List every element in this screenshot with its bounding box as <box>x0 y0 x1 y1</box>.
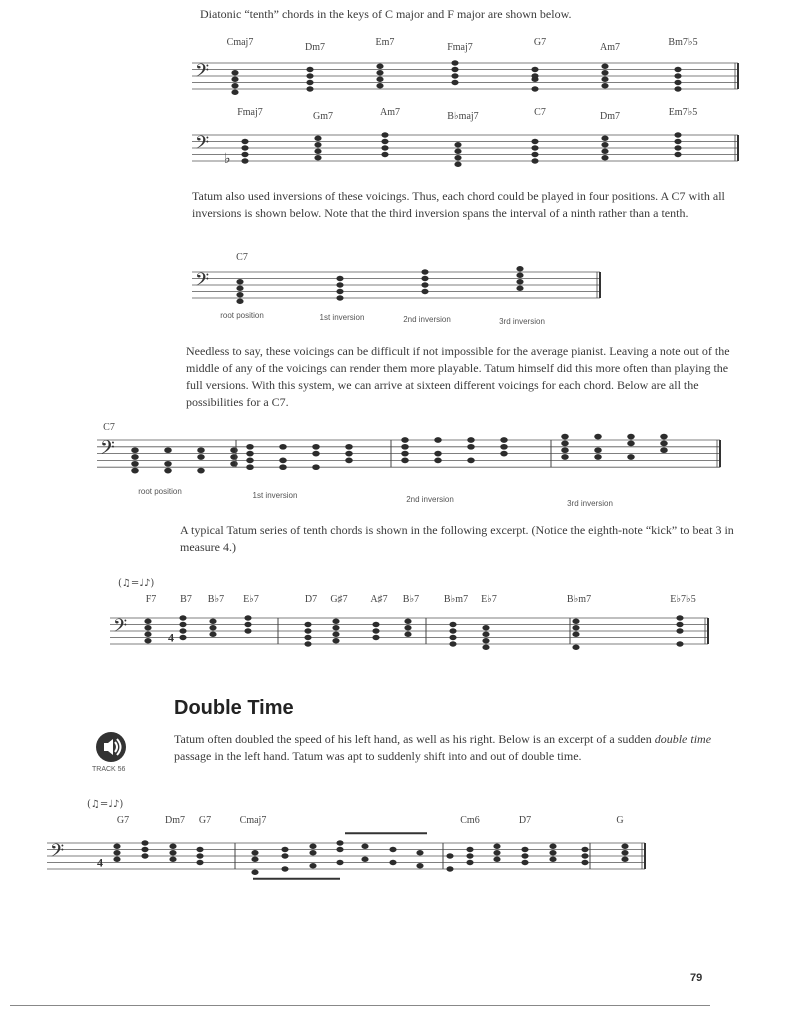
note-head <box>169 850 176 855</box>
note-head <box>674 132 681 137</box>
note-head <box>660 441 667 447</box>
note-head <box>236 299 243 304</box>
note-head <box>381 139 388 144</box>
note-head <box>144 619 151 624</box>
chord-symbol: E♭7 <box>481 594 497 605</box>
note-head <box>246 451 253 457</box>
chord-symbol: C7 <box>103 422 115 433</box>
note-head <box>281 853 288 858</box>
note-head <box>306 86 313 91</box>
note-head <box>376 70 383 75</box>
note-head <box>314 149 321 154</box>
note-head <box>336 295 343 300</box>
note-head <box>196 860 203 865</box>
note-head <box>332 625 339 630</box>
chord-symbol: Fmaj7 <box>237 107 263 118</box>
chord-symbol: Cmaj7 <box>239 815 267 826</box>
note-head <box>361 844 368 849</box>
staff-c7-sixteen <box>95 418 735 518</box>
note-head <box>231 90 238 95</box>
note-head <box>674 67 681 72</box>
note-head <box>304 622 311 627</box>
note-head <box>241 152 248 157</box>
note-head <box>241 139 248 144</box>
note-head <box>179 635 186 640</box>
note-head <box>500 444 507 450</box>
chord-symbol: B♭7 <box>402 594 420 605</box>
note-head <box>421 269 428 274</box>
bass-clef-icon: 𝄢 <box>195 59 210 86</box>
note-head <box>241 145 248 150</box>
note-head <box>312 451 319 457</box>
note-head <box>246 458 253 464</box>
note-head <box>594 434 601 440</box>
double-time-emphasis: double time <box>654 732 712 746</box>
note-head <box>312 444 319 450</box>
note-head <box>230 454 237 460</box>
note-head <box>113 850 120 855</box>
time-signature: 4 <box>168 630 174 645</box>
staff-c7-sixteen-svg <box>95 418 735 518</box>
chord-symbol: Am7 <box>600 42 620 53</box>
bottom-rule <box>10 1005 710 1006</box>
chord-symbol: Dm7 <box>305 42 325 53</box>
note-head <box>164 461 171 467</box>
position-label: 3rd inversion <box>567 499 613 508</box>
double-time-text <box>174 731 724 765</box>
inversions-text: Tatum also used inversions of these voicings. Thus, each chord could be played in four positions. A C7 with all inversions is shown below. Note that the third inversion spans the interval of a ninth rather than a tenth. <box>192 189 725 220</box>
note-head <box>482 625 489 630</box>
note-head <box>531 86 538 91</box>
note-head <box>674 73 681 78</box>
note-head <box>336 847 343 852</box>
note-head <box>389 847 396 852</box>
position-label: 1st inversion <box>319 313 365 322</box>
note-head <box>401 437 408 443</box>
note-head <box>231 77 238 82</box>
note-head <box>336 282 343 287</box>
note-head <box>674 80 681 85</box>
chord-symbol: A♯7 <box>370 594 388 605</box>
chord-symbol: Em7♭5 <box>668 107 698 118</box>
chord-symbol: Fmaj7 <box>447 42 473 53</box>
note-head <box>516 286 523 291</box>
note-head <box>345 451 352 457</box>
note-head <box>381 152 388 157</box>
note-head <box>244 615 251 620</box>
note-head <box>281 847 288 852</box>
chord-symbol: B♭7 <box>207 594 225 605</box>
note-head <box>449 635 456 640</box>
note-head <box>372 622 379 627</box>
note-head <box>466 847 473 852</box>
staff-c-major-svg <box>190 35 750 110</box>
note-head <box>345 444 352 450</box>
note-head <box>572 632 579 637</box>
note-head <box>372 635 379 640</box>
note-head <box>113 844 120 849</box>
note-head <box>572 645 579 650</box>
note-head <box>601 64 608 69</box>
note-head <box>482 632 489 637</box>
chord-symbol: E♭7 <box>243 594 259 605</box>
note-head <box>601 77 608 82</box>
note-head <box>516 279 523 284</box>
speaker-icon <box>94 730 128 764</box>
note-head <box>660 447 667 453</box>
note-head <box>179 615 186 620</box>
staff-series-excerpt <box>108 574 718 674</box>
note-head <box>434 437 441 443</box>
note-head <box>521 847 528 852</box>
position-label: 2nd inversion <box>403 315 451 324</box>
bass-clef-icon: 𝄢 <box>195 131 210 158</box>
note-head <box>332 638 339 643</box>
note-head <box>627 434 634 440</box>
note-head <box>231 83 238 88</box>
track-label: TRACK 56 <box>92 766 126 773</box>
note-head <box>549 844 556 849</box>
note-head <box>561 454 568 460</box>
note-head <box>434 451 441 457</box>
staff-c-major <box>190 35 750 110</box>
chord-symbol: B♭maj7 <box>447 111 479 122</box>
note-head <box>516 273 523 278</box>
key-flat-icon: ♭ <box>224 151 231 167</box>
note-head <box>500 437 507 443</box>
note-head <box>236 292 243 297</box>
chord-symbol: F7 <box>145 594 157 605</box>
note-head <box>389 860 396 865</box>
note-head <box>493 850 500 855</box>
note-head <box>531 67 538 72</box>
note-head <box>141 840 148 845</box>
note-head <box>561 434 568 440</box>
chord-symbol: G♯7 <box>330 594 348 605</box>
note-head <box>381 145 388 150</box>
note-head <box>361 857 368 862</box>
note-head <box>446 866 453 871</box>
note-head <box>376 64 383 69</box>
note-head <box>549 857 556 862</box>
position-label: 1st inversion <box>252 491 298 500</box>
note-head <box>309 850 316 855</box>
note-head <box>309 844 316 849</box>
note-head <box>581 853 588 858</box>
note-head <box>621 857 628 862</box>
note-head <box>244 622 251 627</box>
note-head <box>467 458 474 464</box>
bass-clef-icon: 𝄢 <box>113 614 128 641</box>
note-head <box>531 139 538 144</box>
note-head <box>336 860 343 865</box>
note-head <box>404 632 411 637</box>
note-head <box>601 70 608 75</box>
note-head <box>309 863 316 868</box>
chord-symbol: B7 <box>180 594 192 605</box>
note-head <box>236 279 243 284</box>
chord-symbol: G7 <box>116 815 130 826</box>
swing-marking: (♫=♩♪) <box>87 799 124 810</box>
note-head <box>572 619 579 624</box>
note-head <box>416 863 423 868</box>
note-head <box>404 625 411 630</box>
note-head <box>231 70 238 75</box>
note-head <box>141 847 148 852</box>
note-head <box>131 468 138 474</box>
note-head <box>279 458 286 464</box>
note-head <box>581 860 588 865</box>
note-head <box>421 282 428 287</box>
note-head <box>345 458 352 464</box>
note-head <box>336 289 343 294</box>
note-head <box>531 158 538 163</box>
note-head <box>314 136 321 141</box>
note-head <box>449 628 456 633</box>
note-head <box>304 641 311 646</box>
note-head <box>401 458 408 464</box>
note-head <box>521 853 528 858</box>
note-head <box>454 149 461 154</box>
note-head <box>251 870 258 875</box>
note-head <box>306 73 313 78</box>
chord-symbol: Cm6 <box>460 815 480 826</box>
note-head <box>306 67 313 72</box>
note-head <box>454 162 461 167</box>
position-label: root position <box>220 311 264 320</box>
note-head <box>482 645 489 650</box>
staff-f-major-svg <box>190 103 750 178</box>
double-time-text-before: Tatum often doubled the speed of his left hand, as well as his right. Below is an excerpt of a sudden <box>174 732 655 746</box>
note-head <box>516 266 523 271</box>
note-head <box>336 276 343 281</box>
note-head <box>561 447 568 453</box>
note-head <box>676 615 683 620</box>
note-head <box>451 67 458 72</box>
note-head <box>164 447 171 453</box>
chord-symbol: G7 <box>533 37 547 48</box>
intro-text: Diatonic “tenth” chords in the keys of C major and F major are shown below. <box>200 7 572 21</box>
note-head <box>372 628 379 633</box>
note-head <box>434 458 441 464</box>
chord-symbol: D7 <box>304 594 318 605</box>
bass-clef-icon: 𝄢 <box>100 437 115 464</box>
note-head <box>279 464 286 470</box>
note-head <box>144 638 151 643</box>
note-head <box>531 77 538 82</box>
note-head <box>627 454 634 460</box>
note-head <box>581 847 588 852</box>
note-head <box>230 447 237 453</box>
note-head <box>141 853 148 858</box>
bass-clef-icon: 𝄢 <box>195 268 210 295</box>
note-head <box>230 461 237 467</box>
note-head <box>376 83 383 88</box>
note-head <box>279 444 286 450</box>
note-head <box>314 142 321 147</box>
note-head <box>674 145 681 150</box>
note-head <box>627 441 634 447</box>
note-head <box>179 628 186 633</box>
note-head <box>601 155 608 160</box>
note-head <box>244 628 251 633</box>
note-head <box>196 853 203 858</box>
note-head <box>467 444 474 450</box>
chord-symbol: Gm7 <box>313 111 333 122</box>
note-head <box>454 155 461 160</box>
note-head <box>676 641 683 646</box>
staff-c7-inversions-svg <box>190 248 620 338</box>
note-head <box>421 276 428 281</box>
position-label: 3rd inversion <box>499 317 545 326</box>
note-head <box>197 468 204 474</box>
note-head <box>332 619 339 624</box>
note-head <box>521 860 528 865</box>
note-head <box>500 451 507 457</box>
sixteen-voicings-text: Needless to say, these voicings can be difficult if not impossible for the average pianist. Leaving a note out of the middle of any of the voicings can render them more playable. Tatum himself did this more often than playing the full versions. With this system, we can arrive at sixteen different voicings for each chord. Below are all the possibilities for a C7. <box>186 344 730 409</box>
note-head <box>404 619 411 624</box>
note-head <box>144 625 151 630</box>
chord-symbol: B♭m7 <box>443 594 469 605</box>
note-head <box>601 136 608 141</box>
note-head <box>621 844 628 849</box>
note-head <box>169 844 176 849</box>
time-signature: 4 <box>97 855 103 870</box>
note-head <box>281 866 288 871</box>
note-head <box>449 622 456 627</box>
chord-symbol: Bm7♭5 <box>668 37 698 48</box>
note-head <box>676 622 683 627</box>
note-head <box>196 847 203 852</box>
chord-symbol: Cmaj7 <box>226 37 254 48</box>
note-head <box>531 152 538 157</box>
note-head <box>241 158 248 163</box>
note-head <box>236 286 243 291</box>
note-head <box>446 853 453 858</box>
note-head <box>531 145 538 150</box>
note-head <box>169 857 176 862</box>
note-head <box>674 139 681 144</box>
note-head <box>451 73 458 78</box>
note-head <box>601 83 608 88</box>
note-head <box>304 628 311 633</box>
position-label: root position <box>138 487 182 496</box>
chord-symbol: D7 <box>518 815 532 826</box>
note-head <box>572 625 579 630</box>
note-head <box>304 635 311 640</box>
note-head <box>674 86 681 91</box>
note-head <box>251 857 258 862</box>
note-head <box>164 468 171 474</box>
chord-symbol: E♭7♭5 <box>670 594 696 605</box>
note-head <box>314 155 321 160</box>
note-head <box>401 444 408 450</box>
note-head <box>131 454 138 460</box>
note-head <box>246 444 253 450</box>
note-head <box>621 850 628 855</box>
note-head <box>209 619 216 624</box>
chord-symbol: Em7 <box>375 37 395 48</box>
note-head <box>113 857 120 862</box>
chord-symbol: Dm7 <box>600 111 620 122</box>
staff-double-time-excerpt <box>45 795 655 910</box>
note-head <box>421 289 428 294</box>
chord-symbol: C7 <box>534 107 546 118</box>
staff-f-major <box>190 103 750 178</box>
note-head <box>336 840 343 845</box>
note-head <box>209 625 216 630</box>
note-head <box>601 142 608 147</box>
note-head <box>144 632 151 637</box>
double-time-text-after: passage in the left hand. Tatum was apt to suddenly shift into and out of double time. <box>174 749 582 763</box>
note-head <box>493 857 500 862</box>
chord-symbol: Dm7 <box>165 815 185 826</box>
note-head <box>561 441 568 447</box>
note-head <box>376 77 383 82</box>
position-label: 2nd inversion <box>406 495 454 504</box>
note-head <box>674 152 681 157</box>
note-head <box>131 447 138 453</box>
staff-double-time-svg <box>45 795 655 910</box>
note-head <box>594 447 601 453</box>
note-head <box>131 461 138 467</box>
chord-symbol: Am7 <box>380 107 400 118</box>
section-heading: Double Time <box>174 697 294 719</box>
bass-clef-icon: 𝄢 <box>50 839 65 866</box>
note-head <box>449 641 456 646</box>
series-text: A typical Tatum series of tenth chords is shown in the following excerpt. (Notice the eighth-note “kick” to beat 3 in measure 4.) <box>180 523 734 554</box>
note-head <box>451 60 458 65</box>
note-head <box>482 638 489 643</box>
note-head <box>466 853 473 858</box>
note-head <box>209 632 216 637</box>
note-head <box>197 447 204 453</box>
note-head <box>246 464 253 470</box>
note-head <box>601 149 608 154</box>
note-head <box>312 464 319 470</box>
staff-c7-inversions <box>190 248 620 338</box>
note-head <box>493 844 500 849</box>
chord-symbol: G <box>616 815 624 826</box>
note-head <box>251 850 258 855</box>
page-number: 79 <box>690 972 703 984</box>
note-head <box>381 132 388 137</box>
note-head <box>197 454 204 460</box>
note-head <box>594 454 601 460</box>
note-head <box>179 622 186 627</box>
swing-marking: (♫=♩♪) <box>118 578 155 589</box>
note-head <box>676 628 683 633</box>
note-head <box>306 80 313 85</box>
chord-symbol: G7 <box>198 815 212 826</box>
note-head <box>416 850 423 855</box>
note-head <box>466 860 473 865</box>
note-head <box>660 434 667 440</box>
staff-series-excerpt-svg <box>108 574 718 674</box>
chord-symbol: B♭m7 <box>566 594 592 605</box>
note-head <box>454 142 461 147</box>
chord-symbol: C7 <box>236 252 248 263</box>
note-head <box>451 80 458 85</box>
note-head <box>467 437 474 443</box>
note-head <box>332 632 339 637</box>
note-head <box>401 451 408 457</box>
note-head <box>549 850 556 855</box>
